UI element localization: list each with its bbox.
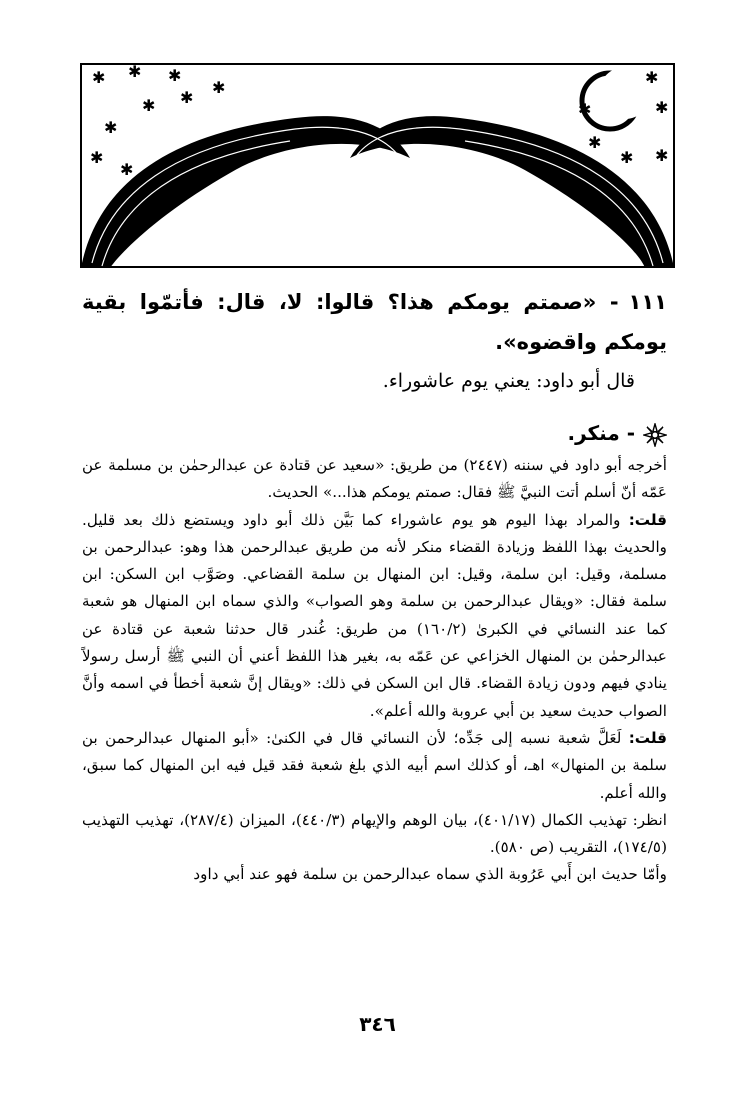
paragraph-5: وأمّا حديث ابن أَبي عَرُوبة الذي سماه عبدالرحمن بن سلمة فهو عند أبي داود [193, 865, 667, 884]
svg-text:✱: ✱ [90, 148, 104, 167]
svg-text:✱: ✱ [104, 118, 118, 137]
svg-text:✱: ✱ [655, 98, 669, 117]
hadith-text [82, 282, 667, 362]
qultu-label: قلت: [628, 510, 667, 529]
page-number: ٣٤٦ [359, 1012, 396, 1036]
grade-line [82, 418, 667, 448]
svg-text:✱: ✱ [120, 160, 134, 179]
svg-text:✱: ✱ [168, 66, 182, 85]
svg-text:✱: ✱ [578, 100, 592, 119]
hadith-number: ١١١ [628, 290, 667, 314]
night-sky-illustration [80, 63, 675, 268]
svg-text:✱: ✱ [92, 68, 106, 87]
abu-dawud-note: قال أبو داود: يعني يوم عاشوراء. [382, 370, 635, 392]
paragraph-2: قلت: والمراد بهذا اليوم هو يوم عاشوراء كما بَيَّن ذلك أبو داود ويستضع ذلك بعد قليل. والحديث بهذا اللفظ وزيادة القضاء منكر لأنه من طريق عبدالرحمن هذا وهو: عبدالرحمن بن مسلمة، وقيل: ابن سلمة، وقيل: ابن المنهال بن سلمة القضاعي. وصَوَّب ابن السكن: ابن سلمة فقال: «ويقال عبدالرحمن بن سلمة وهو الصواب» والذي سماه ابن المنهال هو شعبة كما عند النسائي في الكبرىٰ (١٦٠/٢) من طريق: غُندر قال حدثنا شعبة عن قتادة عن عبدالرحمٰن بن المنهال الخزاعي عن عَمّه به، بغير هذا اللفظ أعني أن النبي ﷺ أرسل رسولاً ينادي فيهم ودون زيادة القضاء. قال ابن السكن في ذلك: «ويقال إنَّ شعبة أخطأ في اسمه وأنَّ الصواب حديث سعيد بن أبي عروبة والله أعلم». [82, 510, 667, 720]
svg-text:✱: ✱ [128, 63, 142, 81]
svg-text:✱: ✱ [142, 96, 156, 115]
paragraph-1: أخرجه أبو داود في سننه (٢٤٤٧) من طريق: «سعيد عن قتادة عن عبدالرحمٰن بن مسلمة عن عَمّه أنّ أسلم أتت النبيَّ ﷺ فقال: صمتم يومكم هذا...» الحديث. [82, 456, 667, 502]
svg-text:✱: ✱ [588, 133, 602, 152]
svg-text:✱: ✱ [620, 148, 634, 167]
qultu-label: قلت: [628, 728, 667, 747]
grade-label: - منكر. [567, 421, 635, 445]
paragraph-3: قلت: لَعَلَّ شعبة نسبه إلى جَدِّه؛ لأن النسائي قال في الكنىٰ: «أبو المنهال عبدالرحمن بن سلمة بن المنهال» اهـ، أو كذلك اسم أبيه الذي بلغ شعبة فقد قيل فيه ابن المنهال كما سبق، والله أعلم. [82, 728, 667, 802]
svg-text:✱: ✱ [655, 146, 669, 165]
references-paragraph: انظر: تهذيب الكمال (٤٠١/١٧)، بيان الوهم والإيهام (٤٤٠/٣)، الميزان (٢٨٧/٤)، تهذيب التهذيب (١٧٤/٥)، التقريب (ص ٥٨٠). [82, 810, 668, 857]
hadith-body: - «صمتم يومكم هذا؟ قالوا: لا، قال: فأتمّوا بقية يومكم واقضوه». [82, 290, 667, 354]
svg-text:✱: ✱ [180, 88, 194, 107]
svg-text:✱: ✱ [212, 78, 226, 97]
decorative-header [80, 63, 675, 268]
commentary [82, 452, 667, 889]
svg-text:✱: ✱ [645, 68, 659, 87]
flower-ornament-icon [643, 423, 667, 447]
